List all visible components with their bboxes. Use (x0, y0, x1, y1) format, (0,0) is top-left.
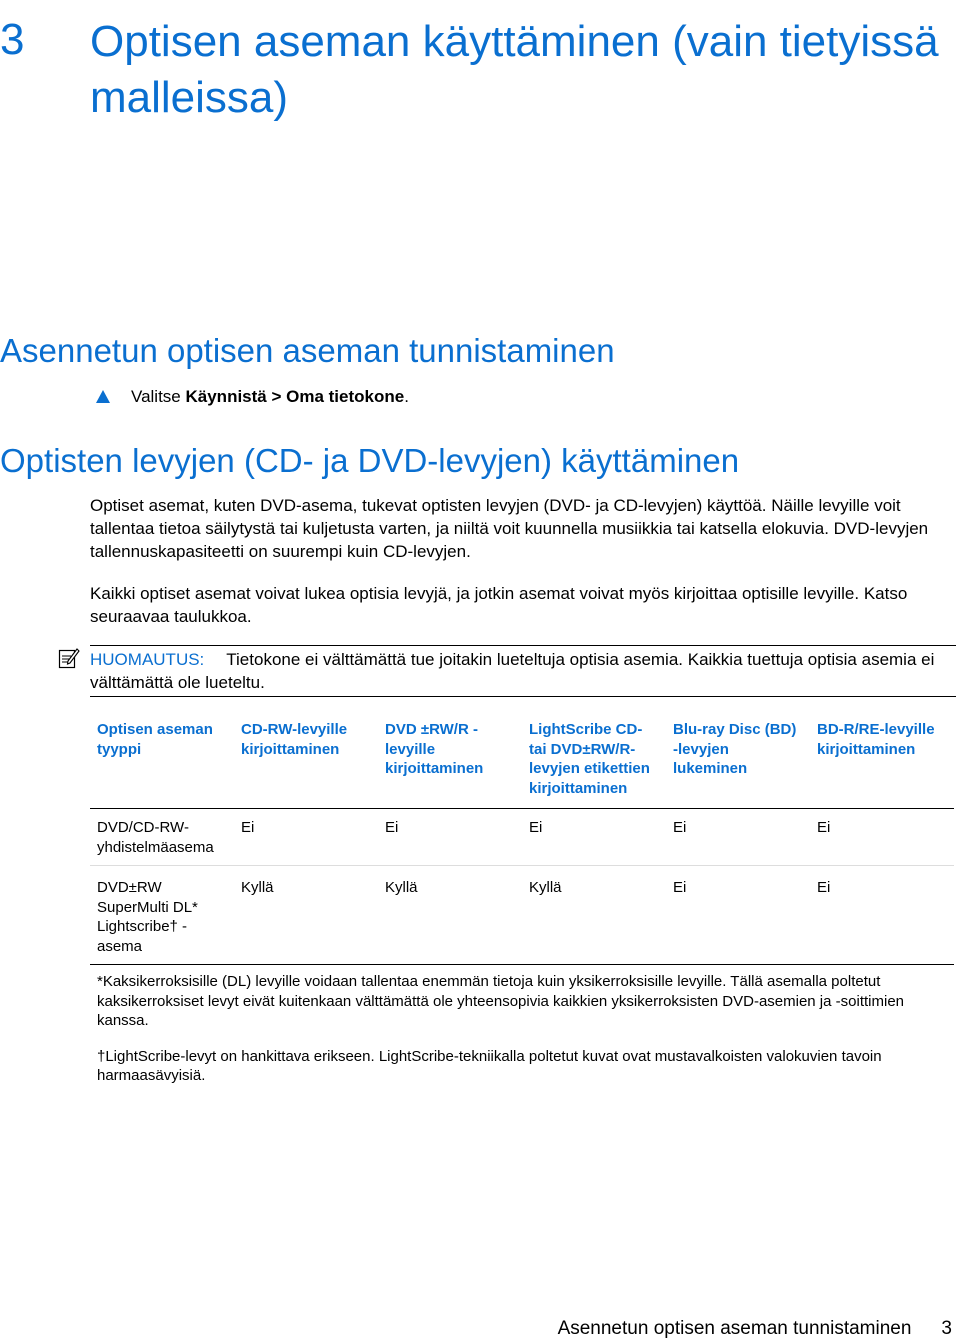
table-footnotes (90, 965, 954, 1110)
footer-section-title: Asennetun optisen aseman tunnistaminen (557, 1318, 912, 1339)
table-cell: Kyllä (529, 879, 562, 896)
table-header-cell: DVD ±RW/R - levyille kirjoittaminen (378, 708, 522, 809)
table-header-cell: Optisen aseman tyyppi (90, 708, 234, 809)
table-cell: Ei (817, 879, 831, 896)
drives-paragraph: Kaikki optiset asemat voivat lukea optisia levyjä, ja jotkin asemat voivat myös kirjoittaa optisille levyille. Katso seuraavaa taulukkoa. (90, 584, 908, 626)
footnote-dual-layer: *Kaksikerroksisille (DL) levyille voidaan tallentaa enemmän tietoja kuin yksikerroksisille levyille. Tällä asemalla poltetut kaksikerroksiset levyt eivät kuitenkaan välttämättä ole yhteensopivia kaikkien yksikerroksisten DVD-asemien ja -soittimien kanssa. (97, 973, 904, 1029)
page-number: 3 (941, 1318, 952, 1339)
note-box (90, 645, 956, 697)
step-menu-path: Käynnistä > Oma tietokone (185, 387, 405, 406)
intro-paragraph: Optiset asemat, kuten DVD-asema, tukevat optisten levyjen (DVD- ja CD-levyjen) käyttöä. Näille levyille voit tallentaa tietoa säilytystä tai kuljetusta varten, ja niiltä voit kuunnella musiikkia tai katsella elokuvia. DVD-levyjen tallennuskapasiteetti on suurempi kuin CD-levyjen. (90, 496, 929, 561)
chapter-title: Optisen aseman käyttäminen (vain tietyissä malleissa) (90, 17, 939, 122)
table-header-cell: BD-R/RE-levyille kirjoittaminen (810, 708, 954, 809)
note-label: HUOMAUTUS: (90, 650, 205, 669)
section-title-using-discs: Optisten levyjen (CD- ja DVD-levyjen) käyttäminen (0, 442, 740, 479)
table-header-cell: LightScribe CD- tai DVD±RW/R- levyjen etikettien kirjoittaminen (522, 708, 666, 809)
table-cell: Ei (673, 879, 687, 896)
table-cell: Ei (234, 809, 378, 866)
table-cell: Kyllä (241, 879, 274, 896)
table-cell: Ei (378, 809, 522, 866)
note-text: Tietokone ei välttämättä tue joitakin lueteltuja optisia asemia. Kaikkia tuettuja optisia asemia ei välttämättä ole lueteltu. (90, 650, 935, 692)
step-text: Valitse Käynnistä > Oma tietokone. (131, 387, 409, 406)
table-cell: Ei (522, 809, 666, 866)
table-cell: Kyllä (385, 879, 418, 896)
chapter-number: 3 (0, 15, 25, 64)
note-pencil-icon (58, 647, 80, 669)
table-header-cell: Blu-ray Disc (BD) -levyjen lukeminen (666, 708, 810, 809)
table-cell: Ei (810, 809, 954, 866)
section-title-identify: Asennetun optisen aseman tunnistaminen (0, 332, 615, 369)
table-cell: Ei (666, 809, 810, 866)
footnote-lightscribe: †LightScribe-levyt on hankittava erikseen. LightScribe-tekniikalla poltetut kuvat ovat mustavalkoisten valokuvien tavoin harmaasävyisiä. (97, 1047, 882, 1084)
table-cell: DVD±RW SuperMulti DL* Lightscribe† - asema (97, 879, 198, 955)
table-header-cell: CD-RW-levyille kirjoittaminen (234, 708, 378, 809)
table-row (90, 809, 954, 866)
table-cell: DVD/CD-RW- yhdistelmäasema (90, 809, 234, 866)
table-row (90, 866, 954, 965)
optical-drive-table (90, 708, 954, 1110)
step-triangle-icon (96, 390, 110, 403)
page-footer (558, 1318, 952, 1340)
